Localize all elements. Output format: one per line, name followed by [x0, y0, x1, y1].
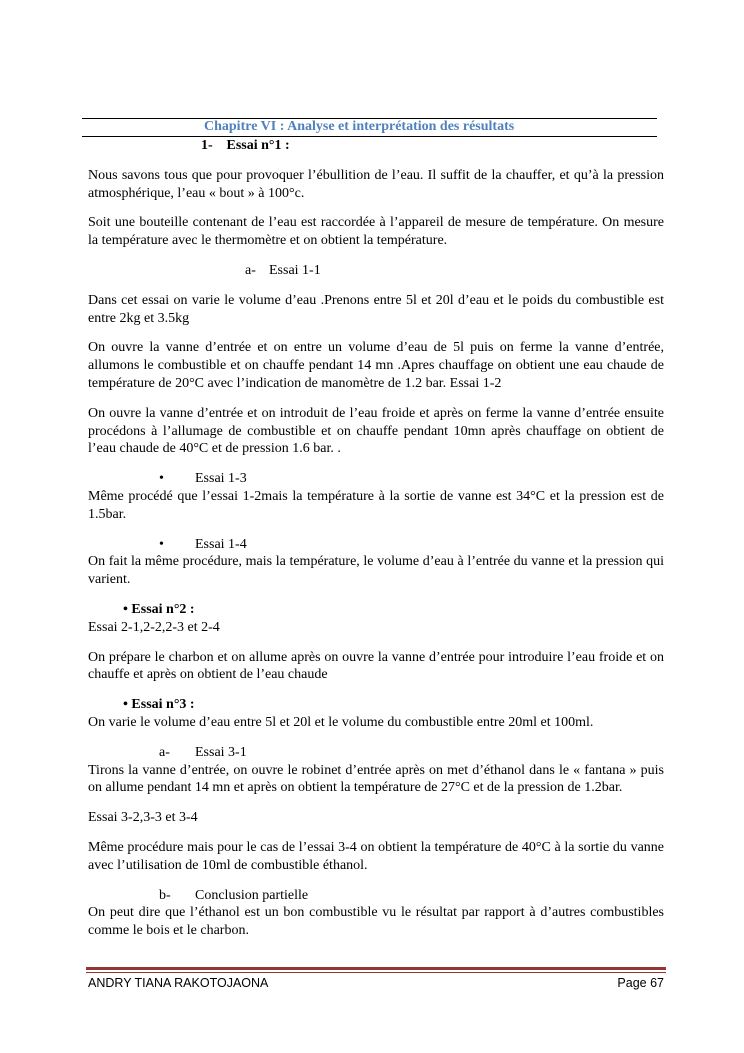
paragraph: Nous savons tous que pour provoquer l’ébullition de l’eau. Il suffit de la chauffer, et qu’à la pression atmosphérique, l’eau « bout » à 100°c.	[88, 167, 664, 201]
bullet-heading-essai-2	[88, 601, 664, 619]
paragraph: Même procédure mais pour le cas de l’essai 3-4 on obtient la température de 40°C à la sortie du vanne avec l’utilisation de 10ml de combustible éthanol.	[88, 839, 664, 873]
paragraph: On prépare le charbon et on allume après on ouvre la vanne d’entrée pour introduire l’eau froide et on chauffe et après on obtient de l’eau chaude	[88, 649, 664, 683]
subheading-marker: a-	[245, 262, 256, 278]
bullet-icon: •	[159, 471, 164, 487]
subheading-text: Essai 1-1	[269, 262, 321, 278]
paragraph: Tirons la vanne d’entrée, on ouvre le robinet d’entrée après on met d’éthanol dans le « fantana » puis on allume pendant 14 mn et après on obtient la température de 27°C et de la pression de 1.2bar.	[88, 762, 664, 796]
paragraph: On varie le volume d’eau entre 5l et 20l et le volume du combustible entre 20ml et 100ml.	[88, 714, 594, 730]
bullet-heading-text: Essai n°2 :	[131, 601, 195, 617]
paragraph: On ouvre la vanne d’entrée et on introduit de l’eau froide et après on ferme la vanne d’entrée ensuite procédons à l’allumage de combustible et on chauffe pendant 10mn après chauffage on obtient de l’eau chaude de 40°C et de pression 1.6 bar. .	[88, 405, 664, 457]
subheading-conclusion	[88, 887, 664, 905]
paragraph: Dans cet essai on varie le volume d’eau .Prenons entre 5l et 20l d’eau et le poids du combustible est entre 2kg et 3.5kg	[88, 292, 664, 326]
paragraph: Essai 2-1,2-2,2-3 et 2-4	[88, 619, 220, 635]
bullet-icon: •	[123, 697, 128, 713]
paragraph: On fait la même procédure, mais la température, le volume d’eau à l’entrée du vanne et la pression qui varient.	[88, 554, 664, 588]
footer-author: ANDRY TIANA RAKOTOJAONA	[88, 976, 269, 990]
bullet-heading-text: Essai n°3 :	[131, 697, 195, 713]
subheading-text: Essai 1-4	[195, 536, 247, 552]
subheading-text: Essai 3-1	[195, 744, 247, 760]
paragraph: On ouvre la vanne d’entrée et on entre un volume d’eau de 5l puis on ferme la vanne d’entrée, allumons le combustible et on chauffe pendant 14 mn .Apres chauffage on obtient une eau chaude de température de 20°C avec l’indication de manomètre de 1.2 bar. Essai 1-2	[88, 340, 664, 391]
bullet-heading-essai-3	[88, 696, 664, 714]
paragraph: Essai 3-2,3-3 et 3-4	[88, 810, 198, 826]
subheading-essai-3-1	[88, 744, 664, 762]
paragraph: On peut dire que l’éthanol est un bon combustible vu le résultat par rapport à d’autres combustibles comme le bois et le charbon.	[88, 905, 664, 939]
subheading-essai-1-4	[88, 536, 664, 554]
footer-rule-thin	[86, 972, 666, 973]
section-heading-essai-1	[88, 137, 664, 155]
chapter-title: Chapitre VI : Analyse et interprétation des résultats	[204, 119, 515, 134]
footer-rule-thick	[86, 967, 666, 970]
subheading-marker: b-	[159, 887, 171, 903]
section-number: 1-	[201, 138, 213, 153]
subheading-text: Essai 1-3	[195, 471, 247, 487]
page-body	[88, 137, 664, 940]
paragraph: Même procédé que l’essai 1-2mais la température à la sortie de vanne est 34°C et la pression est de 1.5bar.	[88, 488, 664, 522]
section-title: Essai n°1 :	[226, 138, 290, 153]
subheading-marker: a-	[159, 744, 170, 760]
bullet-icon: •	[123, 601, 128, 617]
subheading-essai-1-3	[88, 470, 664, 488]
bullet-icon: •	[159, 536, 164, 552]
subheading-text: Conclusion partielle	[195, 887, 309, 903]
footer-page-number: Page 67	[617, 976, 664, 990]
paragraph: Soit une bouteille contenant de l’eau est raccordée à l’appareil de mesure de température. On mesure la température avec le thermomètre et on obtient la température.	[88, 215, 664, 249]
subheading-essai-1-1	[88, 262, 664, 280]
